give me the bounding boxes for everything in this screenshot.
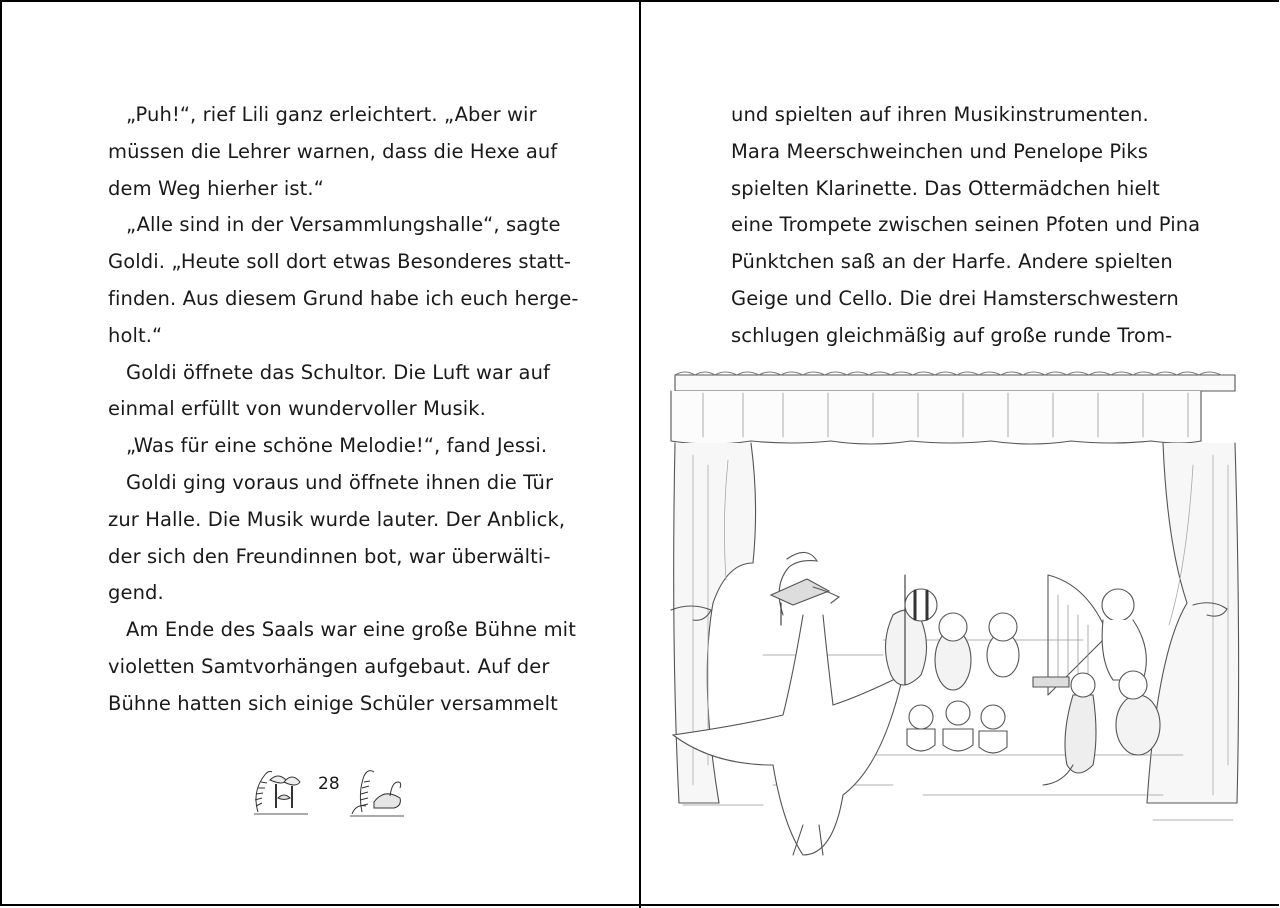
text-line: „Was für eine schöne Melodie!“, fand Jessi.: [126, 434, 548, 458]
text-line: Mara Meerschweinchen und Penelope Piks: [731, 139, 1149, 163]
text-line: Bühne hatten sich einige Schüler versammelt: [108, 691, 558, 715]
left-page-text: [108, 97, 579, 723]
text-line: zur Halle. Die Musik wurde lauter. Der Anblick,: [108, 507, 566, 531]
text-line: „Puh!“, rief Lili ganz erleichtert. „Aber wir: [126, 103, 537, 126]
text-line: finden. Aus diesem Grund habe ich euch herge-: [108, 286, 579, 310]
text-line: dem Weg hierher ist.“: [108, 176, 324, 200]
moss-snail-icon: [346, 762, 408, 822]
text-line: Am Ende des Saals war eine große Bühne mit: [126, 618, 576, 642]
text-line: und spielten auf ihren Musikinstrumenten.: [731, 103, 1149, 126]
text-line: Pünktchen saß an der Harfe. Andere spielten: [731, 250, 1173, 274]
text-line: müssen die Lehrer warnen, dass die Hexe auf: [108, 139, 558, 163]
text-line: gend.: [108, 581, 164, 605]
text-line: Goldi ging voraus und öffnete ihnen die Tür: [126, 470, 554, 494]
text-line: einmal erfüllt von wundervoller Musik.: [108, 397, 486, 421]
page-folio: [250, 762, 410, 822]
text-line: Goldi öffnete das Schultor. Die Luft war auf: [126, 360, 550, 384]
text-line: der sich den Freundinnen bot, war überwälti-: [108, 544, 551, 568]
text-line: „Alle sind in der Versammlungshalle“, sagte: [126, 213, 561, 237]
mushroom-fern-icon: [250, 762, 312, 822]
left-page: [0, 0, 639, 908]
text-line: violetten Samtvorhängen aufgebaut. Auf der: [108, 654, 550, 678]
text-line: Goldi. „Heute soll dort etwas Besonderes statt-: [108, 250, 572, 274]
text-line: spielten Klarinette. Das Ottermädchen hielt: [731, 176, 1160, 200]
right-page: [641, 0, 1280, 908]
page-number: 28: [318, 774, 340, 794]
text-line: schlugen gleichmäßig auf große runde Trom-: [731, 323, 1173, 347]
right-page-text: [731, 97, 1201, 355]
text-line: eine Trompete zwischen seinen Pfoten und Pina: [731, 213, 1201, 237]
stage-orchestra-illustration: [653, 365, 1268, 885]
text-line: holt.“: [108, 323, 163, 347]
text-line: Geige und Cello. Die drei Hamsterschwestern: [731, 286, 1179, 310]
